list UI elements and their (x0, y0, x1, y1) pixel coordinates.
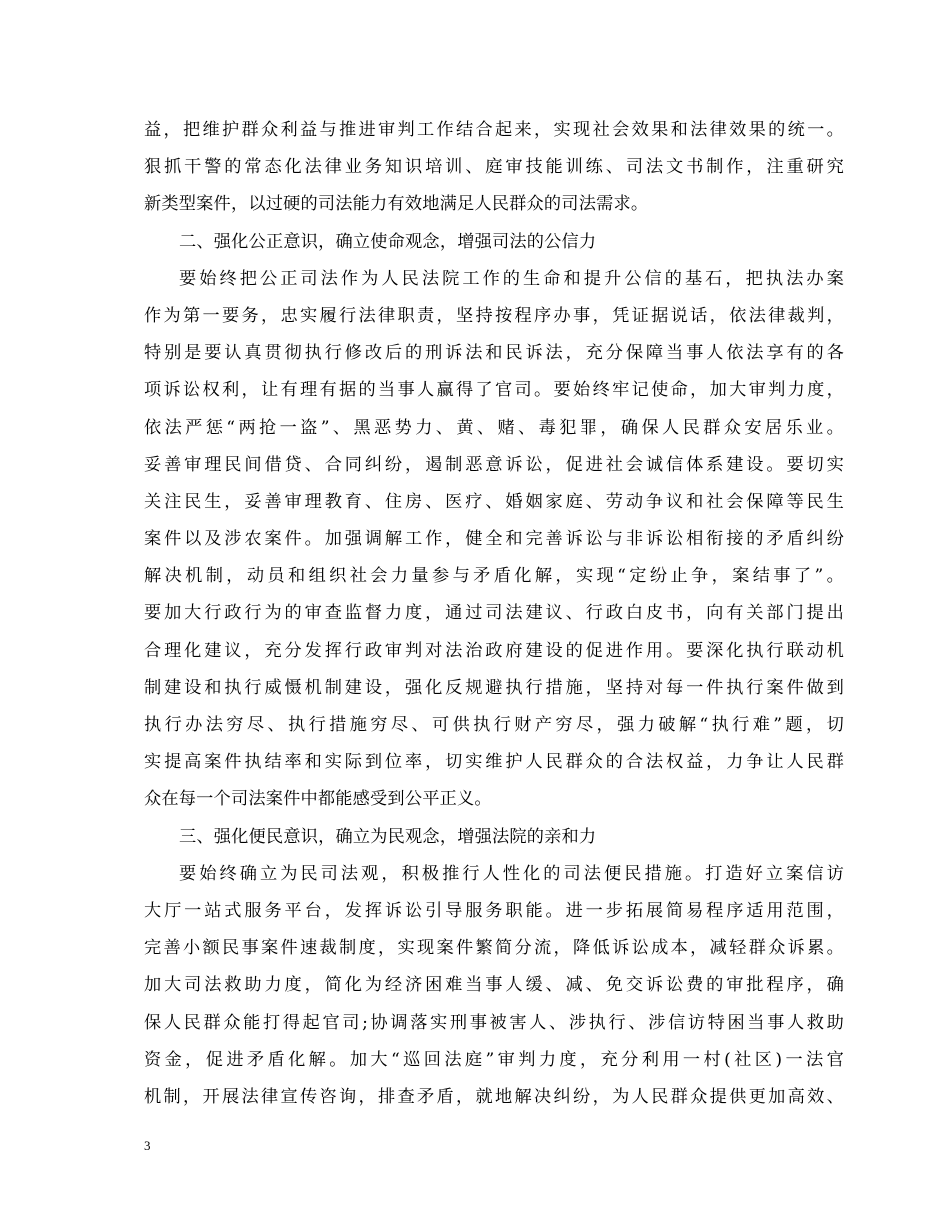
text-line: 合理化建议，充分发挥行政审判对法治政府建设的促进作用。要深化执行联动机 (144, 640, 844, 661)
text-line: 益，把维护群众利益与推进审判工作结合起来，实现社会效果和法律效果的统一。 (144, 120, 844, 140)
document-body (144, 112, 844, 1116)
text-line: 新类型案件，以过硬的司法能力有效地满足人民群众的司法需求。 (144, 194, 649, 215)
text-line: 解决机制，动员和组织社会力量参与矛盾化解，实现“定纷止争，案结事了”。 (144, 566, 844, 587)
text-line: 案件以及涉农案件。加强调解工作，健全和完善诉讼与非诉讼相衔接的矛盾纠纷 (144, 529, 844, 550)
page-number: 3 (144, 1138, 151, 1153)
text-line: 要加大行政行为的审查监督力度，通过司法建议、行政白皮书，向有关部门提出 (144, 603, 844, 624)
text-line: 关注民生，妥善审理教育、住房、医疗、婚姻家庭、劳动争议和社会保障等民生 (144, 491, 844, 512)
text-line: 加大司法救助力度，简化为经济困难当事人缓、减、免交诉讼费的审批程序，确 (144, 975, 844, 996)
text-line: 保人民群众能打得起官司;协调落实刑事被害人、涉执行、涉信访特困当事人救助 (144, 1012, 844, 1033)
text-line: 狠抓干警的常态化法律业务知识培训、庭审技能训练、司法文书制作，注重研究 (144, 157, 844, 178)
text-line: 特别是要认真贯彻执行修改后的刑诉法和民诉法，充分保障当事人依法享有的各 (144, 343, 844, 364)
text-line: 执行办法穷尽、执行措施穷尽、可供执行财产穷尽，强力破解“执行难”题，切 (144, 715, 844, 735)
text-line: 作为第一要务，忠实履行法律职责，坚持按程序办事，凭证据说话，依法律裁判， (144, 305, 844, 326)
text-line: 机制，开展法律宣传咨询，排查矛盾，就地解决纠纷，为人民群众提供更加高效、 (144, 1086, 844, 1107)
section-heading: 二、强化公正意识，确立使命观念，增强司法的公信力 (179, 231, 597, 252)
text-line: 妥善审理民间借贷、合同纠纷，遏制恶意诉讼，促进社会诚信体系建设。要切实 (144, 454, 844, 475)
text-line: 依法严惩“两抢一盗”、黑恶势力、黄、赌、毒犯罪，确保人民群众安居乐业。 (144, 417, 844, 438)
section-heading: 三、强化便民意识，确立为民观念，增强法院的亲和力 (179, 826, 597, 847)
text-line: 项诉讼权利，让有理有据的当事人赢得了官司。要始终牢记使命，加大审判力度， (144, 380, 844, 401)
text-line: 资金，促进矛盾化解。加大“巡回法庭”审判力度，充分利用一村(社区)一法官 (144, 1049, 844, 1070)
text-line: 众在每一个司法案件中都能感受到公平正义。 (144, 789, 492, 810)
text-line: 完善小额民事案件速裁制度，实现案件繁简分流，降低诉讼成本，减轻群众诉累。 (144, 938, 844, 959)
text-line: 大厅一站式服务平台，发挥诉讼引导服务职能。进一步拓展简易程序适用范围， (144, 900, 844, 921)
text-line: 要始终把公正司法作为人民法院工作的生命和提升公信的基石，把执法办案 (179, 268, 844, 289)
text-line: 实提高案件执结率和实际到位率，切实维护人民群众的合法权益，力争让人民群 (144, 752, 844, 773)
text-line: 制建设和执行威慑机制建设，强化反规避执行措施，坚持对每一件执行案件做到 (144, 677, 844, 698)
text-line: 要始终确立为民司法观，积极推行人性化的司法便民措施。打造好立案信访 (179, 863, 844, 884)
